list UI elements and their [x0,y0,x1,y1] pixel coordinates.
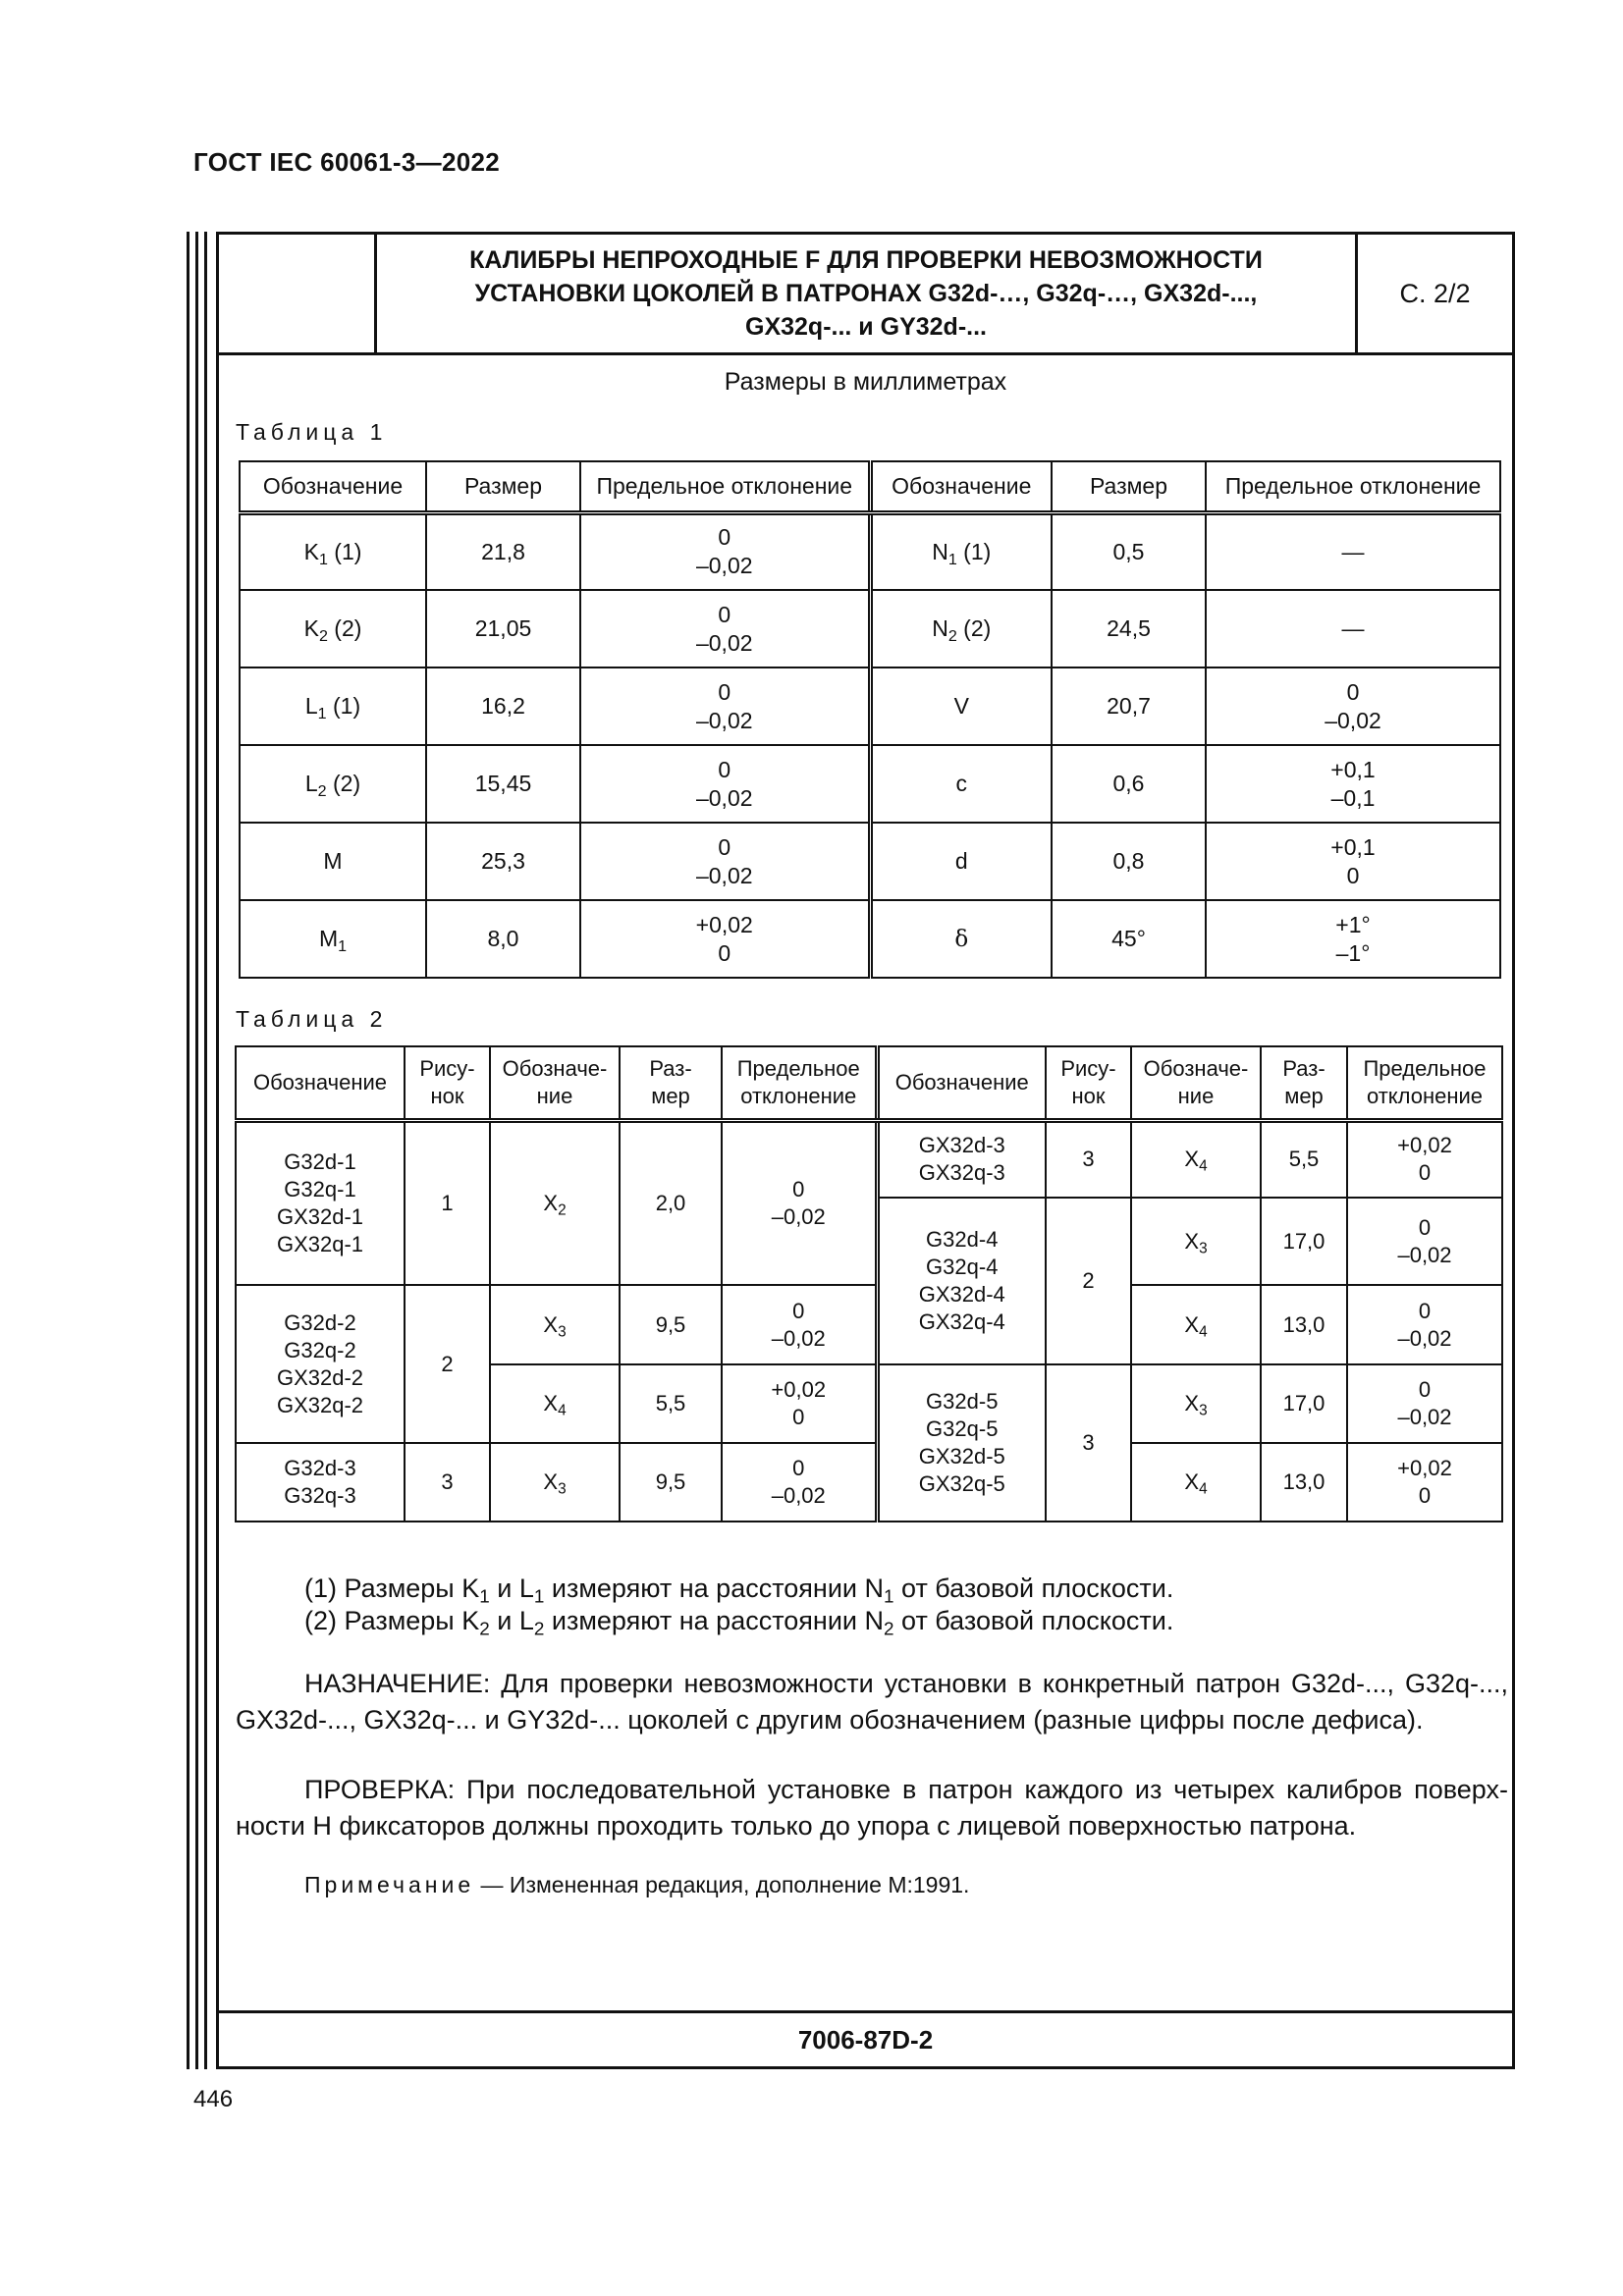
size-cell: 9,5 [620,1285,722,1364]
size-cell: 17,0 [1261,1364,1347,1443]
header-cell: Размер [426,461,580,512]
table-row [240,590,1500,667]
table-row [240,900,1500,978]
figure-cell: 3 [405,1443,490,1522]
designation-cell: $K_2$ (2) [240,590,426,667]
size-cell: 16,2 [426,667,580,745]
table-row [240,745,1500,823]
designation-cell: $N_1$ (1) [870,512,1052,590]
tolerance-cell: +0,02 0 [1347,1120,1502,1198]
designation-group-cell: G32d-1 G32q-1 GX32d-1 GX32q-1 [236,1120,405,1285]
title-empty-cell [219,235,377,352]
header-cell: Размер [1052,461,1206,512]
note [304,1872,969,1898]
check-paragraph: ПРОВЕРКА: При последовательной установке в патрон каждого из четырех калибров поверх-ности H фиксаторов должны проходить только до упора с лицевой поверхностью патрона. [236,1775,1508,1841]
size-cell: 20,7 [1052,667,1206,745]
size-cell: 5,5 [620,1364,722,1443]
tolerance-cell: 0 –0,02 [1347,1285,1502,1364]
sheet-title: КАЛИБРЫ НЕПРОХОДНЫЕ F ДЛЯ ПРОВЕРКИ НЕВОЗМОЖНОСТИ УСТАНОВКИ ЦОКОЛЕЙ В ПАТРОНАХ G32d-…, G32q-…, GX32d-..., GX32q-... и GY32d-... [377,235,1358,352]
designation-group-cell: G32d-3 G32q-3 [236,1443,405,1522]
designation-cell: δ [870,900,1052,978]
table-header-row [240,461,1500,512]
sheet-frame [216,232,1515,2069]
designation-cell: c [870,745,1052,823]
figure-cell: 3 [1046,1364,1131,1522]
note-label: Примечание [304,1872,475,1897]
purpose-paragraph: НАЗНАЧЕНИЕ: Для проверки невозможности установки в конкретный патрон G32d-..., G32q-..., GX32d-..., GX32q-... и GY32d-... цоколей с другим обозначением (разные цифры после дефиса). [236,1669,1508,1735]
footnotes [304,1573,1174,1640]
note-text: — Измененная редакция, дополнение М:1991. [474,1872,970,1897]
size-cell: 25,3 [426,823,580,900]
gauge-cell: $X_3$ [490,1285,620,1364]
figure-cell: 3 [1046,1120,1131,1198]
tolerance-cell: +0,1 0 [1206,823,1500,900]
table-row [236,1285,1502,1364]
size-cell: 0,8 [1052,823,1206,900]
margin-bar [187,232,189,2069]
title-block [219,235,1512,355]
footnote-2: (2) Размеры $K_2$ и $L_2$ измеряют на расстоянии $N_2$ от базовой плоскости. [304,1606,1174,1640]
tolerance-cell: 0 –0,02 [580,590,870,667]
tolerance-cell: 0 –0,02 [580,745,870,823]
header-cell: Предельное отклонение [1206,461,1500,512]
tolerance-cell: 0 –0,02 [722,1443,877,1522]
designation-group-cell: G32d-2 G32q-2 GX32d-2 GX32q-2 [236,1285,405,1443]
units-caption: Размеры в миллиметрах [724,368,1007,396]
tolerance-cell: — [1206,590,1500,667]
table-row [240,512,1500,590]
tolerance-cell: 0 –0,02 [580,823,870,900]
designation-cell: $L_2$ (2) [240,745,426,823]
left-margin-bars [187,232,216,2069]
size-cell: 21,8 [426,512,580,590]
drawing-code: 7006-87D-2 [219,2010,1512,2066]
tolerance-cell: +0,02 0 [580,900,870,978]
size-cell: 8,0 [426,900,580,978]
size-cell: 13,0 [1261,1285,1347,1364]
sheet-page: С. 2/2 [1399,278,1471,308]
table-header-row [236,1046,1502,1120]
size-cell: 2,0 [620,1120,722,1285]
designation-cell: M [240,823,426,900]
header-cell: Рису- нок [1046,1046,1131,1120]
designation-cell: $K_1$ (1) [240,512,426,590]
table-row [236,1120,1502,1198]
tolerance-cell: +0,02 0 [1347,1443,1502,1522]
designation-group-cell: GX32d-3 GX32q-3 [877,1120,1046,1198]
page-number: 446 [193,2086,234,2112]
table-2 [235,1045,1503,1522]
header-cell: Обозначе- ние [490,1046,620,1120]
size-cell: 15,45 [426,745,580,823]
gauge-cell: $X_3$ [1131,1198,1261,1285]
header-cell: Раз- мер [1261,1046,1347,1120]
size-cell: 0,5 [1052,512,1206,590]
tolerance-cell: 0 –0,02 [1206,667,1500,745]
tolerance-cell: 0 –0,02 [580,512,870,590]
designation-cell: d [870,823,1052,900]
header-cell: Предельное отклонение [580,461,870,512]
figure-cell: 2 [1046,1198,1131,1364]
designation-cell: $N_2$ (2) [870,590,1052,667]
gauge-cell: $X_2$ [490,1120,620,1285]
size-cell: 9,5 [620,1443,722,1522]
table1-label: Таблица 1 [236,419,388,445]
tolerance-cell: 0 –0,02 [1347,1198,1502,1285]
tolerance-cell: +1° –1° [1206,900,1500,978]
designation-group-cell: G32d-5 G32q-5 GX32d-5 GX32q-5 [877,1364,1046,1522]
margin-bar [195,232,198,2069]
size-cell: 21,05 [426,590,580,667]
gauge-cell: $X_4$ [490,1364,620,1443]
figure-cell: 2 [405,1285,490,1443]
margin-bar [204,232,207,2069]
header-cell: Обозначение [870,461,1052,512]
tolerance-cell: 0 –0,02 [722,1285,877,1364]
gauge-cell: $X_3$ [1131,1364,1261,1443]
header-cell: Обозначение [877,1046,1046,1120]
figure-cell: 1 [405,1120,490,1285]
size-cell: 5,5 [1261,1120,1347,1198]
tolerance-cell: 0 –0,02 [1347,1364,1502,1443]
gauge-cell: $X_4$ [1131,1443,1261,1522]
designation-group-cell: G32d-4 G32q-4 GX32d-4 GX32q-4 [877,1198,1046,1364]
size-cell: 17,0 [1261,1198,1347,1285]
size-cell: 45° [1052,900,1206,978]
gauge-cell: $X_3$ [490,1443,620,1522]
size-cell: 24,5 [1052,590,1206,667]
designation-cell: V [870,667,1052,745]
header-cell: Раз- мер [620,1046,722,1120]
footnote-1: (1) Размеры $K_1$ и $L_1$ измеряют на расстоянии $N_1$ от базовой плоскости. [304,1574,1174,1608]
table-row [240,823,1500,900]
designation-cell: $L_1$ (1) [240,667,426,745]
header-cell: Обозначе- ние [1131,1046,1261,1120]
header-cell: Обозначение [240,461,426,512]
gauge-cell: $X_4$ [1131,1120,1261,1198]
tolerance-cell: 0 –0,02 [580,667,870,745]
table-row [236,1443,1502,1522]
standard-header: ГОСТ IEC 60061-3—2022 [193,147,500,177]
table-1 [239,460,1501,979]
tolerance-cell: — [1206,512,1500,590]
header-cell: Рису- нок [405,1046,490,1120]
table2-label: Таблица 2 [236,1006,388,1032]
tolerance-cell: +0,1 –0,1 [1206,745,1500,823]
table-row [240,667,1500,745]
tolerance-cell: 0 –0,02 [722,1120,877,1285]
header-cell: Предельное отклонение [722,1046,877,1120]
tolerance-cell: +0,02 0 [722,1364,877,1443]
size-cell: 0,6 [1052,745,1206,823]
designation-cell: $M_1$ [240,900,426,978]
header-cell: Обозначение [236,1046,405,1120]
gauge-cell: $X_4$ [1131,1285,1261,1364]
size-cell: 13,0 [1261,1443,1347,1522]
header-cell: Предельное отклонение [1347,1046,1502,1120]
